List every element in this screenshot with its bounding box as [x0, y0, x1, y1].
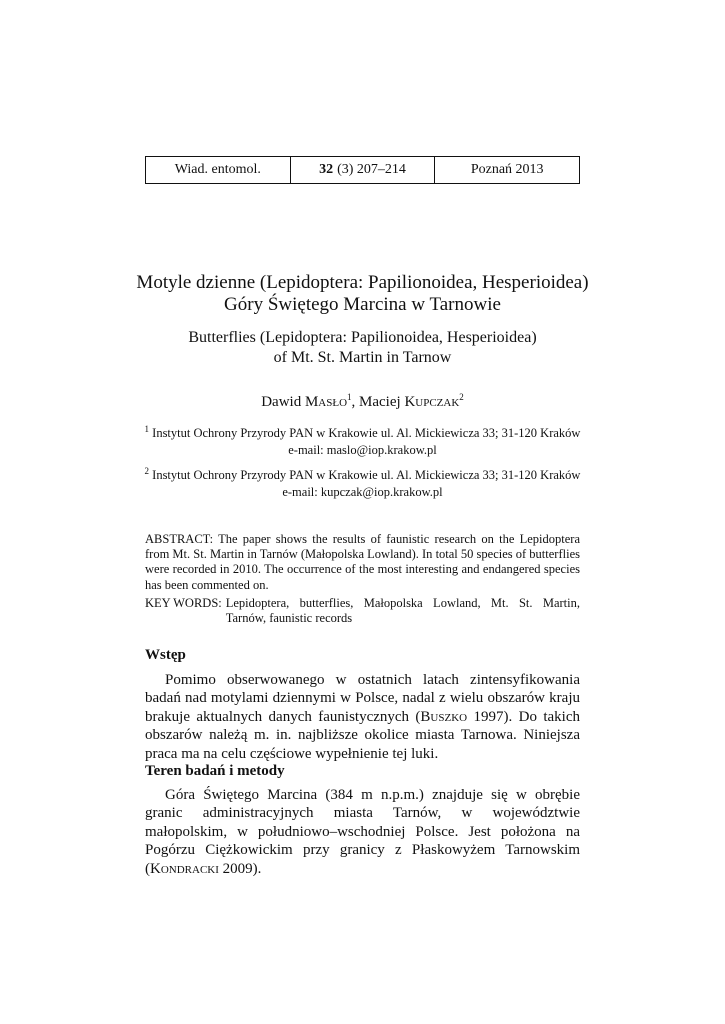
- title-polish-line2: Góry Świętego Marcina w Tarnowie: [224, 294, 501, 315]
- wstep-paragraph: [145, 671, 580, 763]
- title-english-line2: of Mt. St. Martin in Tarnow: [273, 349, 452, 366]
- title-english: [100, 328, 625, 368]
- affiliation-1-num: 1: [144, 423, 150, 434]
- wstep-text-b: 1997). Do takich obszarów należą m. in. najbliższe okolice miasta Tarnowa. Niniejsza praca ma na celu częściowe wypełnienie tej luki.: [145, 708, 580, 762]
- keywords-text: Lepidoptera, butterflies, Małopolska Lowland, Mt. St. Martin, Tarnów, faunistic records: [225, 596, 580, 626]
- volume-number: 32: [319, 162, 334, 177]
- author2-last: Kupczak: [404, 394, 460, 410]
- abstract-text: ABSTRACT: The paper shows the results of faunistic research on the Lepidoptera from Mt. St. Martin in Tarnów (Małopolska Lowland). In total 50 species of butterflies were recorded in 2010. The occurrence of the most interesting and endangered species has been commented on.: [145, 532, 580, 592]
- affiliation-2-num: 2: [144, 465, 150, 476]
- affiliation-1-email: e-mail: maslo@iop.krakow.pl: [288, 443, 437, 457]
- wstep-text-a: Pomimo obserwowanego w ostatnich latach zintensyfikowania badań nad motylami dziennymi w Polsce, nadal z wielu obszarów kraju brakuje aktualnych danych faunistycznych (: [145, 672, 580, 725]
- affiliation-2: [100, 467, 625, 501]
- citation-kondracki: Kondracki: [150, 860, 219, 877]
- section-heading-teren: Teren badań i metody: [145, 763, 285, 779]
- author-separator: ,: [351, 394, 360, 410]
- author1-first: Dawid: [261, 394, 302, 410]
- volume-cell: [291, 157, 436, 183]
- journal-name-cell: [146, 157, 291, 183]
- place-year: Poznań 2013: [470, 162, 544, 177]
- affiliation-2-email: e-mail: kupczak@iop.krakow.pl: [282, 485, 443, 499]
- journal-header-table: [145, 156, 580, 184]
- title-english-line1: Butterflies (Lepidoptera: Papilionoidea, Hesperioidea): [188, 329, 537, 346]
- author2-affil-mark: 2: [459, 392, 464, 402]
- author1-last: Masło: [304, 394, 348, 410]
- title-polish-line1: Motyle dzienne (Lepidoptera: Papilionoidea, Hesperioidea): [136, 272, 589, 293]
- teren-text-b: 2009).: [218, 860, 262, 877]
- teren-text-a: Góra Świętego Marcina (384 m n.p.m.) znajduje się w obrębie granic administracyjnych miasta Tarnów, w województwie małopolskim, w południowo–wschodniej Polsce. Jest położona na Pogórzu Ciężkowickim przy granicy z Płaskowyżem Tarnowskim (: [145, 787, 580, 877]
- affiliation-2-address: Instytut Ochrony Przyrody PAN w Krakowie ul. Al. Mickiewicza 33; 31-120 Kraków: [149, 468, 581, 482]
- affiliation-1-address: Instytut Ochrony Przyrody PAN w Krakowie ul. Al. Mickiewicza 33; 31-120 Kraków: [149, 426, 581, 440]
- teren-paragraph: [145, 786, 580, 878]
- place-year-cell: [435, 157, 579, 183]
- author2-first: Maciej: [359, 394, 401, 410]
- affiliation-1: [100, 425, 625, 459]
- keywords-label: KEY WORDS:: [145, 596, 222, 610]
- journal-name: Wiad. entomol.: [174, 162, 261, 177]
- abstract: [145, 532, 580, 593]
- author1-affil-mark: 1: [347, 392, 352, 402]
- keywords: [145, 596, 580, 626]
- title-polish: [100, 272, 625, 316]
- section-heading-wstep: Wstęp: [145, 647, 186, 663]
- citation-buszko: Buszko: [420, 708, 468, 725]
- authors: [100, 394, 625, 411]
- issue-pages: (3) 207–214: [337, 162, 406, 177]
